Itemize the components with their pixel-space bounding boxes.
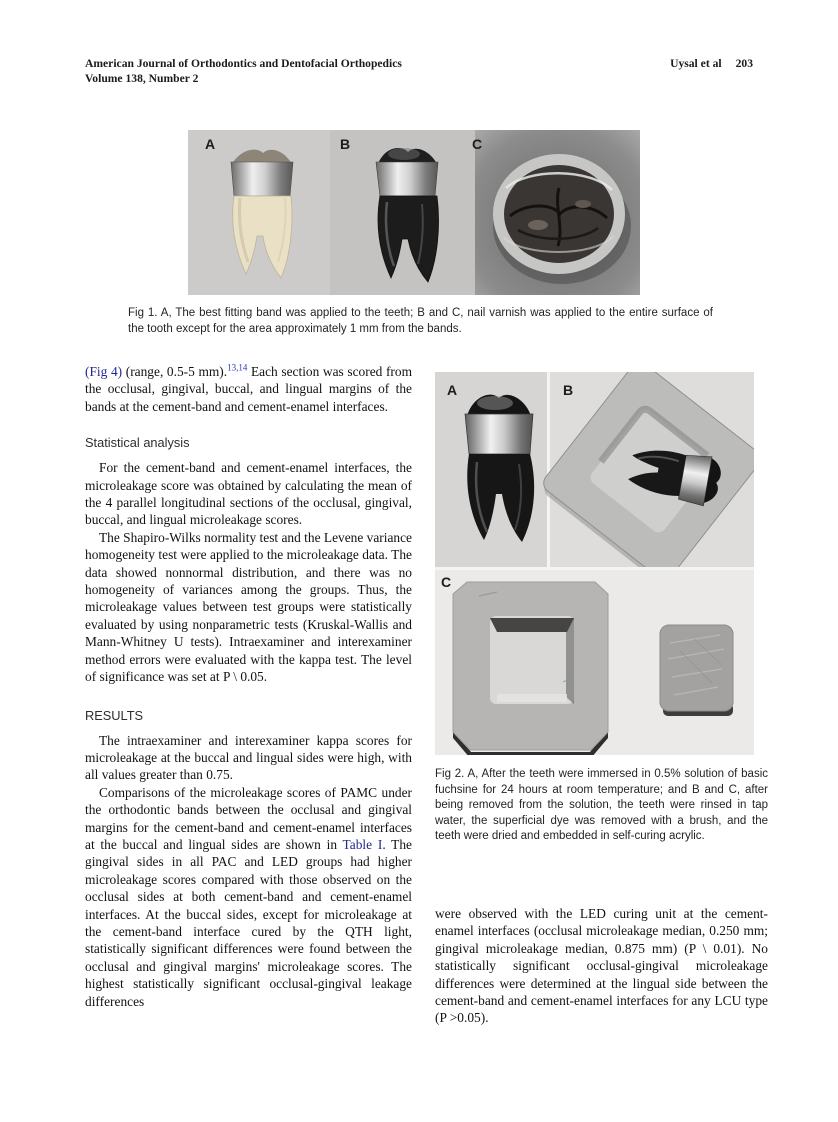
table-1-reference-link[interactable]: Table I xyxy=(342,836,383,852)
citation-13-14-link[interactable]: 13,14 xyxy=(227,362,248,373)
results-paragraph-2 xyxy=(85,784,412,1010)
running-head-authors: Uysal et al xyxy=(670,57,722,70)
right-column xyxy=(435,905,768,1027)
statistics-paragraph-1: For the cement-band and cement-enamel interfaces, the microleakage score was obtained by calculating the mean of the 4 parallel longitudinal sections of the occlusal, gingival, buccal, and lingual microleakage scores. xyxy=(85,460,412,528)
statistical-analysis-heading: Statistical analysis xyxy=(85,435,190,451)
fig2-mold-frame-photo xyxy=(453,582,608,755)
journal-volume: Volume 138, Number 2 xyxy=(85,71,199,85)
running-head-right xyxy=(670,57,753,72)
statistics-paragraph-2: The Shapiro-Wilks normality test and the Levene variance homogeneity test were applied to the microleakage data. The data showed nonnormal distribution, and there was no homogeneity of variances among the groups. Thus, the microleakage values between test groups were statistically evaluated by using nonparametric tests (Kruskal-Wallis and Mann-Whitney U tests). Intraexaminer and interexaminer method errors were evaluated with the kappa test. The level of significance was set at P \ 0.05. xyxy=(85,529,412,685)
continuation-text-2: Each section was scored from the occlusal, gingival, buccal, and lingual margins of the bands at the cement-band and cement-enamel interfaces. xyxy=(85,364,412,414)
running-header xyxy=(85,57,753,86)
fig2-acrylic-block-photo xyxy=(660,625,733,716)
figure-2-caption: Fig 2. A, After the teeth were immersed in 0.5% solution of basic fuchsine for 24 hours at room temperature; and B and C, after being removed from the solution, the teeth were rinsed in tap water, the superficial dye was removed with a brush, and the teeth were dried and embedded in self-curing acrylic. xyxy=(435,768,768,842)
results-para2-text-1: Comparisons of the microleakage scores of PAMC under the orthodontic bands between the occlusal and gingival margins for the cement-band and cement-enamel interfaces at the buccal and lingual sides are shown in xyxy=(85,784,412,852)
figure-1-image xyxy=(188,130,640,295)
fig1-panel-b-label: B xyxy=(340,136,351,152)
fig1-panel-a-label: A xyxy=(205,136,216,152)
fig2-panel-a-label: A xyxy=(447,382,458,398)
journal-title: American Journal of Orthodontics and Dentofacial Orthopedics xyxy=(85,57,402,70)
results-heading: RESULTS xyxy=(85,707,144,723)
fig2-panel-b-label: B xyxy=(563,382,574,398)
results-para2-text-2: . The gingival sides in all PAC and LED groups had higher microleakage scores compared with those observed on the occlusal sides at both cement-band and cement-enamel interfaces. At the buccal sides, except for microleakage at the cement-band interface cured by the QTH light, statistically significant differences were found between the occlusal and gingival margins' microleakage scores. The highest statistically significant occlusal-gingival leakage differences xyxy=(85,836,412,1009)
figure-2-photo xyxy=(435,372,754,755)
page-number: 203 xyxy=(735,57,753,70)
figure-1-caption: Fig 1. A, The best fitting band was applied to the teeth; B and C, nail varnish was applied to the entire surface of the tooth except for the area approximately 1 mm from the bands. xyxy=(128,307,713,335)
results-paragraph-3: were observed with the LED curing unit at the cement-enamel interfaces (occlusal microleakage median, 0.250 mm; gingival microleakage median, 0.875 mm) (P \ 0.01). No statistically significant occlusal-gingival microleakage differences were determined at the lingual side between the cement-band and cement-enamel interfaces for any LCU type (P >0.05). xyxy=(435,906,768,1026)
figure-2-image xyxy=(435,372,754,755)
fig1-panel-c-label: C xyxy=(472,136,483,152)
continuation-text-1: (range, 0.5-5 mm). xyxy=(122,364,228,379)
figure-1-photo xyxy=(188,130,640,295)
results-paragraph-1: The intraexaminer and interexaminer kappa scores for microleakage at the buccal and lingual sides were high, with all values greater than 0.75. xyxy=(85,732,412,783)
fig2-panel-c-label: C xyxy=(441,574,452,590)
continuation-paragraph xyxy=(85,363,412,415)
left-column xyxy=(85,363,412,1010)
figure-4-reference-link[interactable]: (Fig 4) xyxy=(85,364,123,379)
